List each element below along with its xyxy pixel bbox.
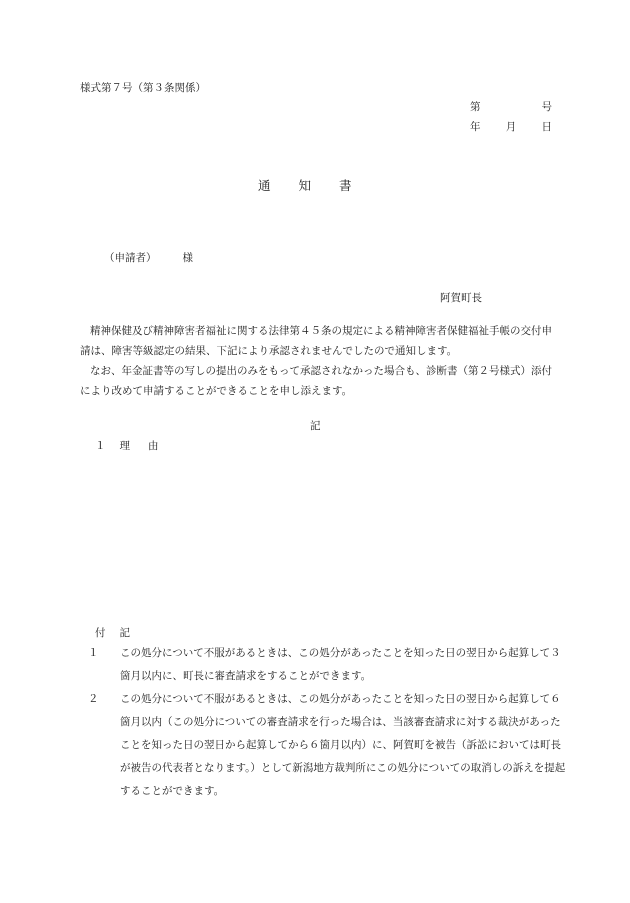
note-item [88, 642, 568, 688]
note-text: この処分について不服があるときは、この処分があったことを知った日の翌日から起算して６箇月以内（この処分についての審査請求を行った場合は、当該審査請求に対する裁決があったことを知った日の翌日から起算してから６箇月以内）に、阿賀町を被告（訴訟においては町長が被告の代表者となります。）として新潟地方裁判所にこの処分についての取消しの訴えを提起することができます。 [120, 693, 566, 797]
document-title: 通知書 [258, 178, 380, 193]
note-item [88, 688, 568, 803]
number-suffix: 号 [541, 101, 552, 113]
date-year: 年 [470, 121, 481, 133]
document-number-line [470, 99, 552, 114]
issuer-name: 阿賀町長 [440, 292, 482, 304]
ki-heading: 記 [310, 420, 321, 432]
date-month: 月 [505, 121, 517, 133]
date-line [470, 119, 552, 134]
applicant-label: （申請者） [104, 252, 157, 264]
reason-label: 理由 [119, 440, 177, 452]
body-paragraph: なお、年金証書等の写しの提出のみをもって承認されなかった場合も、診断書（第２号様式）添付により改めて申請することができることを申し添えます。 [80, 365, 552, 397]
reason-number: １ [95, 440, 106, 452]
form-label: 様式第７号（第３条関係） [80, 82, 206, 94]
applicant-honorific: 様 [182, 252, 193, 264]
fuki-heading: 付記 [95, 627, 144, 639]
note-text: この処分について不服があるときは、この処分があったことを知った日の翌日から起算して３箇月以内に、町長に審査請求をすることができます。 [120, 647, 561, 682]
body-paragraph: 精神保健及び精神障害者福祉に関する法律第４５条の規定による精神障害者保健福祉手帳の交付申請は、障害等級認定の結果、下記により承認されませんでしたので通知します。 [80, 325, 552, 357]
date-day: 日 [541, 121, 552, 133]
note-number: ２ [88, 693, 99, 705]
applicant-line [104, 250, 193, 265]
number-prefix: 第 [470, 101, 481, 113]
reason-heading [95, 438, 177, 453]
note-number: １ [88, 647, 99, 659]
